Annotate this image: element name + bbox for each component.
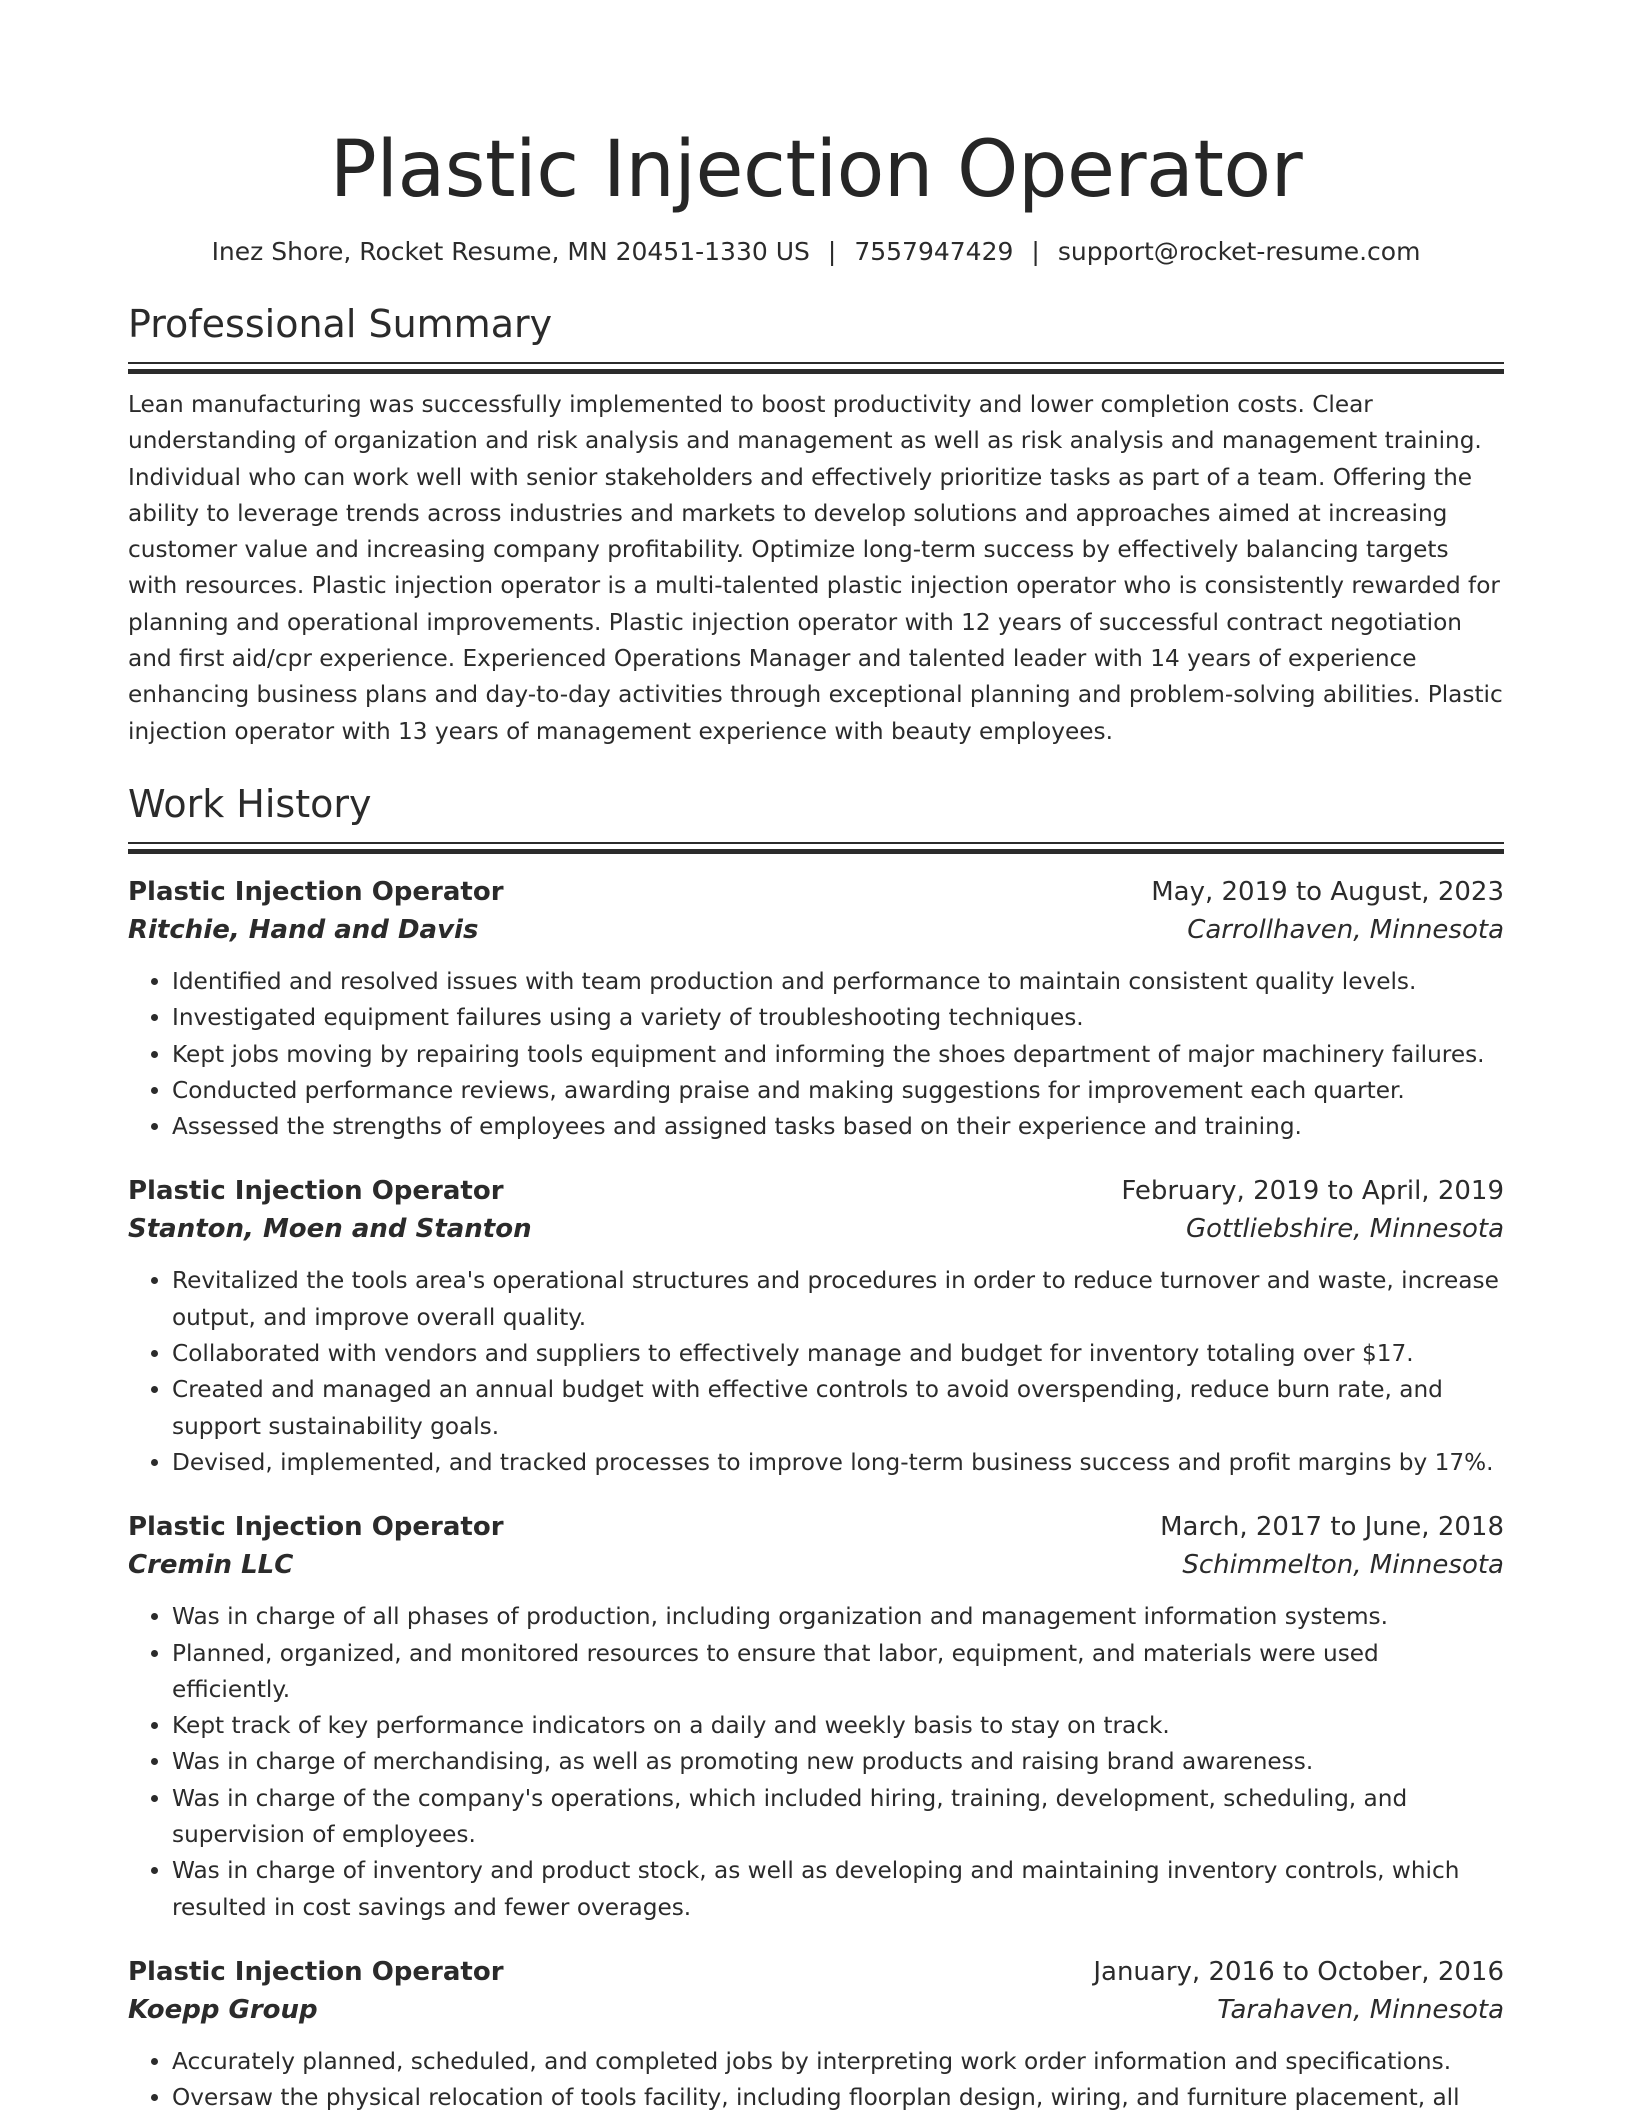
job-bullet: • Revitalized the tools area's operational structures and procedures in order to reduce turnover and waste, increase output, and improve overall quality. — [172, 1263, 1504, 1336]
contact-phone: 7557947429 — [854, 237, 1014, 266]
contact-separator: | — [1031, 237, 1040, 266]
job-bullet: • Created and managed an annual budget with effective controls to avoid overspending, reduce burn rate, and support sustainability goals. — [172, 1372, 1504, 1445]
job-bullets — [128, 964, 1504, 1145]
contact-separator: | — [827, 237, 837, 266]
job-bullet: • Was in charge of merchandising, as well as promoting new products and raising brand awareness. — [172, 1744, 1504, 1780]
job-bullet: • Was in charge of the company's operations, which included hiring, training, development, scheduling, and supervision of employees. — [172, 1781, 1504, 1854]
job-bullet: • Conducted performance reviews, awarding praise and making suggestions for improvement each quarter. — [172, 1073, 1504, 1109]
job-bullet: • Collaborated with vendors and suppliers to effectively manage and budget for inventory totaling over $17. — [172, 1336, 1504, 1372]
job-company: Cremin LLC — [128, 1550, 294, 1581]
job-bullet: • Assessed the strengths of employees and assigned tasks based on their experience and training. — [172, 1109, 1504, 1145]
job-bullet: • Devised, implemented, and tracked processes to improve long-term business success and profit margins by 17%. — [172, 1445, 1504, 1481]
job-header-row — [128, 1508, 1504, 1546]
job-bullet: • Oversaw the physical relocation of tools facility, including floorplan design, wiring, and furniture placement, all — [172, 2080, 1504, 2116]
job-bullet: • Was in charge of all phases of production, including organization and management information systems. — [172, 1599, 1504, 1635]
job-header-row — [128, 1172, 1504, 1210]
job-company: Ritchie, Hand and Davis — [128, 914, 479, 945]
section-heading-work-history: Work History — [128, 781, 372, 826]
job-header-row — [128, 1953, 1504, 1991]
job-subheader-row — [128, 911, 1504, 949]
job-dates: February, 2019 to April, 2019 — [1121, 1176, 1504, 1207]
job-location: Gottliebshire, Minnesota — [1185, 1214, 1504, 1245]
job-title: Plastic Injection Operator — [128, 1512, 504, 1543]
job-bullets — [128, 1263, 1504, 1481]
job-subheader-row — [128, 1546, 1504, 1584]
job-bullet: • Kept jobs moving by repairing tools equipment and informing the shoes department of major machinery failures. — [172, 1037, 1504, 1073]
job-dates: March, 2017 to June, 2018 — [1160, 1512, 1504, 1543]
job-bullet: • Was in charge of inventory and product stock, as well as developing and maintaining inventory controls, which resulted in cost savings and fewer overages. — [172, 1853, 1504, 1926]
job-bullet: • Investigated equipment failures using a variety of troubleshooting techniques. — [172, 1000, 1504, 1036]
job-bullets — [128, 2044, 1504, 2117]
summary-paragraph: Lean manufacturing was successfully implemented to boost productivity and lower completion costs. Clear understanding of organization and risk analysis and management as well as risk analysis and management training. Individual who can work well with senior stakeholders and effectively prioritize tasks as part of a team. Offering the ability to leverage trends across industries and markets to develop solutions and approaches aimed at increasing customer value and increasing company profitability. Optimize long-term success by effectively balancing targets with resources. Plastic injection operator is a multi-talented plastic injection operator who is consistently rewarded for planning and operational improvements. Plastic injection operator with 12 years of successful contract negotiation and first aid/cpr experience. Experienced Operations Manager and talented leader with 14 years of experience enhancing business plans and day-to-day activities through exceptional planning and problem-solving abilities. Plastic injection operator with 13 years of management experience with beauty employees. — [128, 391, 1503, 745]
section-divider — [128, 842, 1504, 853]
job-header-row — [128, 873, 1504, 911]
job-subheader-row — [128, 1991, 1504, 2029]
job-dates: January, 2016 to October, 2016 — [1093, 1956, 1504, 1987]
job-entry — [128, 1508, 1504, 1926]
job-bullet: • Kept track of key performance indicators on a daily and weekly basis to stay on track. — [172, 1708, 1504, 1744]
job-title: Plastic Injection Operator — [128, 1956, 504, 1987]
section-heading-summary: Professional Summary — [128, 302, 553, 346]
job-title: Plastic Injection Operator — [128, 1176, 504, 1207]
job-bullet: • Planned, organized, and monitored resources to ensure that labor, equipment, and materials were used efficiently. — [172, 1636, 1504, 1709]
contact-email[interactable]: support@rocket-resume.com — [1057, 237, 1421, 266]
job-location: Carrollhaven, Minnesota — [1187, 914, 1504, 945]
contact-line — [128, 234, 1504, 270]
resume-title: Plastic Injection Operator — [329, 125, 1303, 215]
job-bullet: • Identified and resolved issues with team production and performance to maintain consistent quality levels. — [172, 964, 1504, 1000]
job-bullets — [128, 1599, 1504, 1926]
job-subheader-row — [128, 1210, 1504, 1248]
contact-address: Inez Shore, Rocket Resume, MN 20451-1330 US — [211, 237, 810, 266]
job-entry — [128, 1172, 1504, 1481]
job-entry — [128, 1953, 1504, 2117]
job-company: Stanton, Moen and Stanton — [128, 1214, 532, 1245]
job-entry — [128, 873, 1504, 1145]
job-location: Tarahaven, Minnesota — [1217, 1994, 1504, 2025]
job-location: Schimmelton, Minnesota — [1182, 1550, 1504, 1581]
job-title: Plastic Injection Operator — [128, 876, 504, 907]
job-bullet: • Accurately planned, scheduled, and completed jobs by interpreting work order information and specifications. — [172, 2044, 1504, 2080]
section-divider — [128, 362, 1504, 373]
resume-page — [128, 0, 1504, 2117]
job-company: Koepp Group — [128, 1994, 318, 2025]
job-dates: May, 2019 to August, 2023 — [1151, 876, 1504, 907]
job-list — [128, 873, 1504, 2117]
